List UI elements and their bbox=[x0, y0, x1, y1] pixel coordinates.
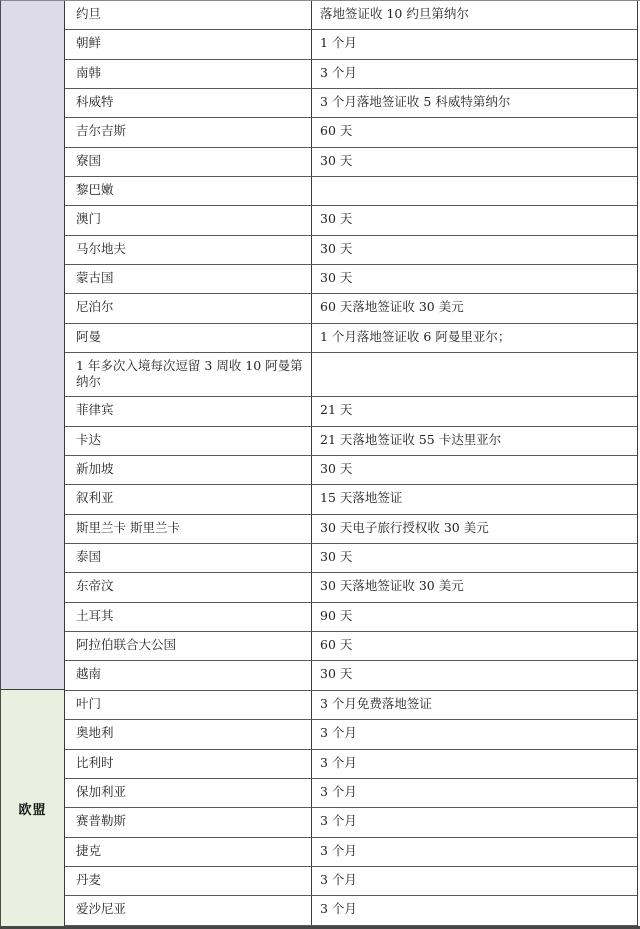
visa-detail-cell: 3 个月 bbox=[320, 725, 357, 741]
visa-detail-cell: 60 天落地签证收 30 美元 bbox=[320, 299, 464, 315]
country-cell: 捷克 bbox=[65, 838, 312, 866]
visa-detail-cell: 60 天 bbox=[320, 637, 353, 653]
country-cell: 尼泊尔 bbox=[65, 294, 312, 322]
visa-detail-cell: 3 个月 bbox=[320, 754, 357, 770]
table-row bbox=[65, 30, 637, 59]
visa-detail-cell: 30 天 bbox=[320, 270, 353, 286]
country-cell: 丹麦 bbox=[65, 867, 312, 895]
visa-detail-cell: 3 个月 bbox=[320, 901, 357, 917]
table-row bbox=[65, 118, 637, 147]
country-cell: 1 年多次入境每次逗留 3 周收 10 阿曼第纳尔 bbox=[65, 353, 312, 396]
table-row bbox=[65, 397, 637, 426]
table-row bbox=[65, 573, 637, 602]
country-cell: 比利时 bbox=[65, 750, 312, 778]
visa-detail-cell: 3 个月落地签证收 5 科威特第纳尔 bbox=[320, 94, 511, 110]
region-block-asia bbox=[1, 1, 64, 690]
table-row bbox=[65, 206, 637, 235]
table-row bbox=[65, 265, 637, 294]
visa-detail-cell: 3 个月 bbox=[320, 842, 357, 858]
country-cell: 黎巴嫩 bbox=[65, 177, 312, 205]
visa-detail-cell: 30 天 bbox=[320, 211, 353, 227]
country-cell: 叙利亚 bbox=[65, 485, 312, 513]
table-row bbox=[65, 1, 637, 30]
visa-detail-cell: 30 天 bbox=[320, 549, 353, 565]
table-row bbox=[65, 427, 637, 456]
country-cell: 马尔地夫 bbox=[65, 236, 312, 264]
visa-detail-cell bbox=[312, 177, 637, 205]
table-row bbox=[65, 148, 637, 177]
table-row bbox=[65, 324, 637, 353]
table-row bbox=[65, 60, 637, 89]
country-cell: 保加利亚 bbox=[65, 779, 312, 807]
region-sidebar bbox=[1, 1, 65, 926]
visa-detail-cell: 15 天落地签证 bbox=[320, 490, 403, 506]
visa-detail-cell: 90 天 bbox=[320, 607, 353, 623]
visa-detail-cell: 21 天 bbox=[320, 402, 353, 418]
country-cell: 东帝汶 bbox=[65, 573, 312, 601]
table-row bbox=[65, 236, 637, 265]
visa-detail-cell: 30 天 bbox=[320, 152, 353, 168]
visa-detail-cell: 30 天电子旅行授权收 30 美元 bbox=[320, 519, 489, 535]
table-row bbox=[65, 750, 637, 779]
country-cell: 吉尔吉斯 bbox=[65, 118, 312, 146]
table-row bbox=[65, 720, 637, 749]
country-cell: 斯里兰卡 斯里兰卡 bbox=[65, 515, 312, 543]
country-cell: 澳门 bbox=[65, 206, 312, 234]
table-row bbox=[65, 779, 637, 808]
table-row bbox=[65, 515, 637, 544]
visa-detail-cell: 3 个月 bbox=[320, 783, 357, 799]
visa-detail-cell: 3 个月 bbox=[320, 813, 357, 829]
table-row bbox=[65, 691, 637, 720]
visa-detail-cell: 落地签证收 10 约旦第纳尔 bbox=[320, 6, 469, 21]
table-row bbox=[65, 632, 637, 661]
table-row bbox=[65, 838, 637, 867]
country-cell: 阿曼 bbox=[65, 324, 312, 352]
eu-region-label: 欧盟 bbox=[18, 802, 47, 818]
visa-detail-cell: 1 个月落地签证收 6 阿曼里亚尔； bbox=[320, 328, 511, 344]
visa-detail-cell: 21 天落地签证收 55 卡达里亚尔 bbox=[320, 431, 502, 447]
country-cell: 越南 bbox=[65, 661, 312, 689]
visa-detail-cell: 1 个月 bbox=[320, 35, 357, 51]
visa-detail-cell: 30 天落地签证收 30 美元 bbox=[320, 578, 464, 594]
table-row bbox=[65, 89, 637, 118]
country-cell: 叶门 bbox=[65, 691, 312, 719]
visa-detail-cell: 30 天 bbox=[320, 240, 353, 256]
visa-table bbox=[65, 1, 638, 926]
country-cell: 朝鲜 bbox=[65, 30, 312, 58]
country-cell: 蒙古国 bbox=[65, 265, 312, 293]
visa-detail-cell: 3 个月 bbox=[320, 64, 357, 80]
table-row bbox=[65, 177, 637, 206]
visa-detail-cell: 3 个月 bbox=[320, 871, 357, 887]
table-row bbox=[65, 485, 637, 514]
country-cell: 寮国 bbox=[65, 148, 312, 176]
country-cell: 新加坡 bbox=[65, 456, 312, 484]
visa-detail-cell: 60 天 bbox=[320, 123, 353, 139]
table-row bbox=[65, 867, 637, 896]
country-cell: 泰国 bbox=[65, 544, 312, 572]
region-block-eu bbox=[1, 690, 64, 926]
visa-detail-cell: 30 天 bbox=[320, 666, 353, 682]
table-row bbox=[65, 353, 637, 397]
country-cell: 土耳其 bbox=[65, 603, 312, 631]
table-row bbox=[65, 896, 637, 925]
country-cell: 南韩 bbox=[65, 60, 312, 88]
country-cell: 科威特 bbox=[65, 89, 312, 117]
visa-detail-cell: 30 天 bbox=[320, 461, 353, 477]
country-cell: 奥地利 bbox=[65, 720, 312, 748]
country-cell: 约旦 bbox=[65, 1, 312, 29]
country-cell: 卡达 bbox=[65, 427, 312, 455]
table-row bbox=[65, 603, 637, 632]
country-cell: 爱沙尼亚 bbox=[65, 896, 312, 924]
table-row bbox=[65, 544, 637, 573]
visa-detail-cell: 3 个月免费落地签证 bbox=[320, 695, 432, 711]
table-row bbox=[65, 294, 637, 323]
table-row bbox=[65, 661, 637, 690]
table-row bbox=[65, 456, 637, 485]
visa-detail-cell bbox=[312, 353, 637, 396]
country-cell: 赛普勒斯 bbox=[65, 808, 312, 836]
country-cell: 阿拉伯联合大公国 bbox=[65, 632, 312, 660]
country-cell: 菲律宾 bbox=[65, 397, 312, 425]
table-row bbox=[65, 808, 637, 837]
